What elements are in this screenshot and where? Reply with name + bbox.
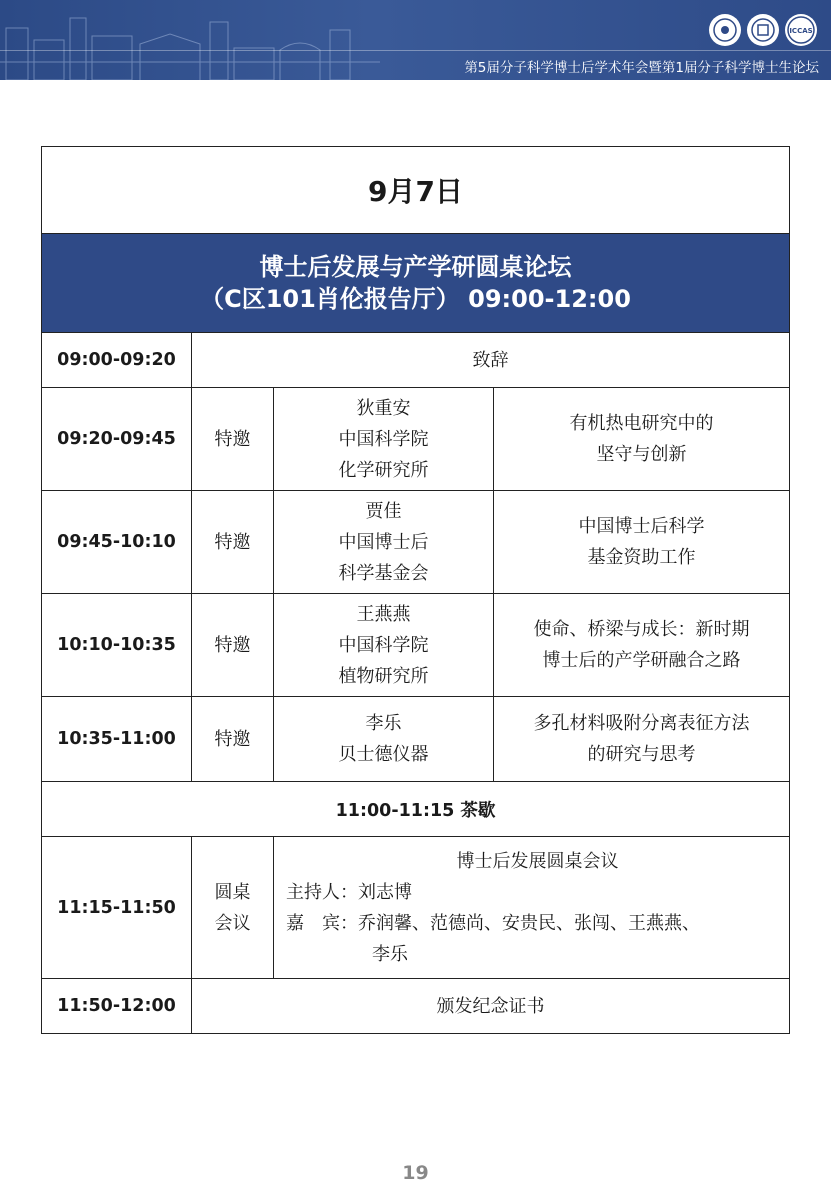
speaker-cell bbox=[274, 594, 494, 697]
campus-skyline-icon bbox=[0, 0, 380, 80]
time-cell: 09:20-09:45 bbox=[42, 388, 192, 491]
speaker-affiliation: 中国科学院 bbox=[338, 634, 429, 656]
table-row bbox=[42, 388, 790, 491]
roundtable-detail bbox=[274, 837, 790, 979]
banner-divider bbox=[0, 50, 831, 51]
time-cell: 11:15-11:50 bbox=[42, 837, 192, 979]
roundtable-host: 主持人：刘志博 bbox=[286, 881, 412, 903]
roundtable-title: 博士后发展圆桌会议 bbox=[456, 850, 619, 872]
iccas-logo-icon bbox=[785, 14, 817, 46]
speaker-cell bbox=[274, 491, 494, 594]
topic-line: 博士后的产学研融合之路 bbox=[542, 650, 741, 671]
talk-type: 特邀 bbox=[192, 594, 274, 697]
institute-emblem-icon bbox=[709, 14, 741, 46]
talk-type: 特邀 bbox=[192, 388, 274, 491]
talk-type: 特邀 bbox=[192, 491, 274, 594]
tea-break: 11:00-11:15 茶歇 bbox=[42, 782, 790, 837]
time-cell: 10:35-11:00 bbox=[42, 697, 192, 782]
table-row bbox=[42, 979, 790, 1034]
topic-cell bbox=[494, 388, 790, 491]
time-cell: 10:10-10:35 bbox=[42, 594, 192, 697]
roundtable-guests-cont: 李乐 bbox=[372, 943, 408, 965]
table-row bbox=[42, 697, 790, 782]
topic-line: 坚守与创新 bbox=[596, 444, 687, 465]
speaker-name: 贾佳 bbox=[365, 500, 402, 522]
speaker-name: 狄重安 bbox=[356, 397, 411, 419]
topic-cell bbox=[494, 594, 790, 697]
speaker-name: 王燕燕 bbox=[356, 603, 411, 625]
speaker-name: 李乐 bbox=[365, 713, 402, 734]
table-row bbox=[42, 333, 790, 388]
pku-emblem-icon bbox=[747, 14, 779, 46]
topic-cell bbox=[494, 697, 790, 782]
svg-text:ICCAS: ICCAS bbox=[789, 27, 813, 35]
time-cell: 11:50-12:00 bbox=[42, 979, 192, 1034]
opening-item: 致辞 bbox=[192, 333, 790, 388]
speaker-affiliation: 科学基金会 bbox=[338, 562, 429, 584]
speaker-affiliation: 贝士德仪器 bbox=[338, 744, 429, 765]
speaker-cell bbox=[274, 697, 494, 782]
topic-line: 基金资助工作 bbox=[587, 547, 696, 568]
session-title: 博士后发展与产学研圆桌论坛 bbox=[259, 253, 572, 281]
topic-cell bbox=[494, 491, 790, 594]
page-number: 19 bbox=[402, 1162, 429, 1184]
schedule-table bbox=[41, 146, 790, 1034]
table-row bbox=[42, 837, 790, 979]
speaker-affiliation: 中国博士后 bbox=[338, 531, 429, 553]
table-row bbox=[42, 782, 790, 837]
speaker-affiliation: 中国科学院 bbox=[338, 428, 429, 450]
table-row bbox=[42, 491, 790, 594]
header-banner bbox=[0, 0, 831, 80]
logo-group bbox=[709, 14, 817, 46]
session-title-cell bbox=[42, 234, 790, 333]
table-row bbox=[42, 594, 790, 697]
speaker-affiliation: 植物研究所 bbox=[338, 665, 429, 687]
conference-title: 第5届分子科学博士后学术年会暨第1届分子科学博士生论坛 bbox=[464, 60, 819, 76]
time-cell: 09:00-09:20 bbox=[42, 333, 192, 388]
topic-line: 有机热电研究中的 bbox=[569, 413, 714, 434]
talk-type: 特邀 bbox=[192, 697, 274, 782]
type-line: 会议 bbox=[214, 912, 251, 934]
closing-item: 颁发纪念证书 bbox=[192, 979, 790, 1034]
time-cell: 09:45-10:10 bbox=[42, 491, 192, 594]
topic-line: 使命、桥梁与成长：新时期 bbox=[533, 619, 750, 640]
type-line: 圆桌 bbox=[214, 881, 251, 903]
roundtable-guests: 嘉 宾：乔润馨、范德尚、安贵民、张闯、王燕燕、 bbox=[286, 912, 700, 934]
topic-line: 中国博士后科学 bbox=[578, 516, 705, 537]
roundtable-type bbox=[192, 837, 274, 979]
speaker-cell bbox=[274, 388, 494, 491]
session-subtitle: （C区101肖伦报告厅） 09:00-12:00 bbox=[200, 285, 631, 313]
topic-line: 多孔材料吸附分离表征方法 bbox=[533, 713, 750, 734]
schedule-date: 9月7日 bbox=[42, 147, 790, 234]
topic-line: 的研究与思考 bbox=[587, 744, 696, 765]
speaker-affiliation: 化学研究所 bbox=[338, 459, 429, 481]
